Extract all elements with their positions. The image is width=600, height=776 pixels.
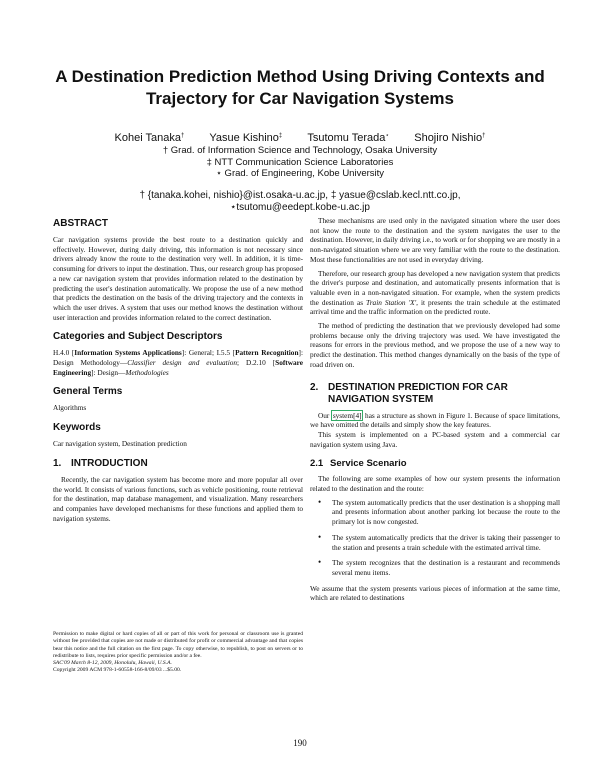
subsection-title: Service Scenario bbox=[330, 458, 407, 470]
author-names bbox=[40, 130, 560, 145]
sec2-text-a: Our bbox=[318, 410, 332, 420]
subsection-paragraph: The following are some examples of how our system presents the information related to the destination and the route: bbox=[310, 474, 560, 494]
author-1-mark: † bbox=[181, 133, 185, 139]
author-4-mark: † bbox=[482, 133, 486, 139]
p2-italic: Train Station 'X' bbox=[366, 297, 417, 307]
venue-text: SAC'09 March 8-12, 2009, Honolulu, Hawaii, U.S.A. bbox=[53, 660, 172, 667]
author-2 bbox=[209, 132, 282, 144]
author-2-name: Yasue Kishino bbox=[209, 132, 279, 144]
right-paragraph-3: The method of predicting the destination that we previously developed had some problems because only the driving trajectory was used. We have investigated the reasons for errors in the previous method, and we propose the use of a new way to predict the destination. This method changes dynamically on the basis of the type of road driven on. bbox=[310, 321, 560, 369]
author-block bbox=[40, 130, 560, 214]
author-3-name: Tsutomu Terada bbox=[307, 132, 386, 144]
cat-general: ]: General; I.5.5 [ bbox=[181, 348, 236, 358]
citation-link[interactable]: system[4] bbox=[332, 410, 362, 420]
list-item: • The system automatically predicts that the user destination is a shopping mall and presents information about another parking lot because the route to the primary lot is now congested. bbox=[332, 498, 560, 527]
section-2-paragraph-2: This system is implemented on a PC-based system and a commercial car navigation system using Java. bbox=[310, 429, 560, 449]
general-terms-text: Algorithms bbox=[53, 403, 87, 413]
cat-methodologies: Methodologies bbox=[125, 367, 169, 377]
cat-design-methodology: ]: Design Methodology— bbox=[53, 348, 303, 368]
section-2-paragraph-1 bbox=[310, 411, 560, 430]
affiliation-2: ‡ NTT Communication Science Laboratories bbox=[206, 156, 394, 168]
categories-text bbox=[53, 348, 303, 377]
subsection-number: 2.1 bbox=[310, 458, 324, 470]
subsection-2-1-heading bbox=[310, 458, 560, 470]
author-1 bbox=[115, 132, 185, 144]
author-1-name: Kohei Tanaka bbox=[114, 132, 181, 144]
affiliation-3: ⋆ Grad. of Engineering, Kobe University bbox=[215, 168, 385, 179]
cat-software-engineering: Software Engineering bbox=[53, 358, 303, 377]
author-2-mark: ‡ bbox=[278, 133, 283, 139]
paper-title: A Destination Prediction Method Using Driving Contexts and Trajectory for Car Navigation Systems bbox=[55, 67, 545, 108]
page-number: 190 bbox=[293, 738, 307, 748]
cat-classifier: Classifier design and evaluation bbox=[127, 358, 238, 368]
left-column bbox=[53, 218, 303, 523]
right-column bbox=[310, 216, 560, 603]
intro-number: 1. bbox=[53, 457, 62, 469]
list-item: • The system recognizes that the destination is a restaurant and recommends several menu items. bbox=[332, 558, 560, 577]
cat-design: ]: Design— bbox=[91, 367, 126, 377]
closing-paragraph: We assume that the system presents various pieces of information at the same time, which are related to destinations bbox=[310, 583, 560, 603]
author-3 bbox=[307, 132, 389, 144]
intro-title: INTRODUCTION bbox=[71, 457, 148, 469]
affiliation-1: † Grad. of Information Science and Technology, Osaka University bbox=[162, 145, 438, 156]
abstract-heading: ABSTRACT bbox=[53, 218, 108, 229]
p2-text-a: Therefore, our research group has developed a new navigation system that predicts the driver's purpose and destination, and automatically presents information that is valuable even in a non-navigated situation. For example, when the system predicts the destination as bbox=[310, 268, 560, 307]
intro-heading bbox=[53, 458, 303, 470]
cat-info-systems: Information Systems Applications bbox=[74, 348, 182, 358]
right-paragraph-1: These mechanisms are used only in the navigated situation where the user does not know the route to the destination and the system navigates the user to the destination. However, in daily driving i.e., to work or for shopping we are mostly in a non-navigated situation where we are very familiar with the route to the destination. Most these functionalities are not used in everyday driving. bbox=[310, 216, 560, 264]
abstract-text: Car navigation systems provide the best route to a destination quickly and effectively. However, during daily driving, this information is not necessary since drivers already know the route to the destination very well. In addition, it is time-consuming for drivers to input the destination. Thus, our research group has proposed a new car navigation system that provides information related to the destination by predicting the user's destination automatically. We propose the use of a new method that predicts the destination on the basis of the driving trajectory and the contexts in which the user drives. A system that uses our method knows the destination without user interaction and provides information related to the correct destination. bbox=[53, 235, 303, 322]
intro-text: Recently, the car navigation system has become more and more popular all over the world. It consists of various functions, such as vehicle positioning, route retrieval for the destination, map database management, and visualization. Many researchers and companies have developed mechanisms for these functions and applied them to navigation systems. bbox=[53, 474, 303, 523]
permission-text: Permission to make digital or hard copies of all or part of this work for personal or classroom use is granted without fee provided that copies are not made or distributed for profit or commercial advantage and that copies bear this notice and the full citation on the first page. To copy otherwise, to republish, to post on servers or to redistribute to lists, requires prior specific permission and/or a fee. bbox=[53, 631, 303, 659]
cat-pattern-recognition: Pattern Recognition bbox=[235, 348, 299, 358]
sec2-text-b: has a structure as shown in Figure 1. Because of space limitations, we have omitted the details and simply show the key features. bbox=[310, 410, 560, 430]
email-line-2: ⋆tsutomu@eedept.kobe-u.ac.jp bbox=[230, 201, 370, 213]
author-3-mark: ⋆ bbox=[385, 133, 390, 139]
p2-text-b: , it presents the train schedule at the estimated arrival time and the traffic information on the predicted route. bbox=[310, 297, 560, 317]
section-2-title: DESTINATION PREDICTION FOR CAR NAVIGATION SYSTEM bbox=[328, 381, 508, 405]
email-line-1: † {tanaka.kohei, nishio}@ist.osaka-u.ac.jp, ‡ yasue@cslab.kecl.ntt.co.jp, bbox=[139, 189, 461, 201]
general-terms-heading: General Terms bbox=[53, 386, 123, 398]
right-paragraph-2 bbox=[310, 269, 560, 318]
copyright-footnote bbox=[53, 631, 303, 675]
section-2-heading bbox=[310, 382, 560, 406]
author-4 bbox=[414, 132, 485, 144]
keywords-heading: Keywords bbox=[53, 422, 101, 434]
author-4-name: Shojiro Nishio bbox=[414, 132, 483, 144]
list-item: • The system automatically predicts that the driver is taking their passenger to the station and presents a train schedule with the estimated arrival time. bbox=[332, 533, 560, 552]
categories-heading: Categories and Subject Descriptors bbox=[53, 331, 223, 343]
cat-d210: ; D.2.10 [ bbox=[237, 358, 276, 368]
cat-code: H.4.0 [ bbox=[53, 348, 75, 358]
author-emails bbox=[40, 190, 560, 214]
copyright-text: Copyright 2009 ACM 978-1-60558-166-8/09/03 ...$5.00. bbox=[53, 667, 182, 674]
scenario-list bbox=[310, 498, 560, 578]
section-2-number: 2. bbox=[310, 381, 319, 393]
keywords-text: Car navigation system, Destination prediction bbox=[53, 439, 187, 449]
